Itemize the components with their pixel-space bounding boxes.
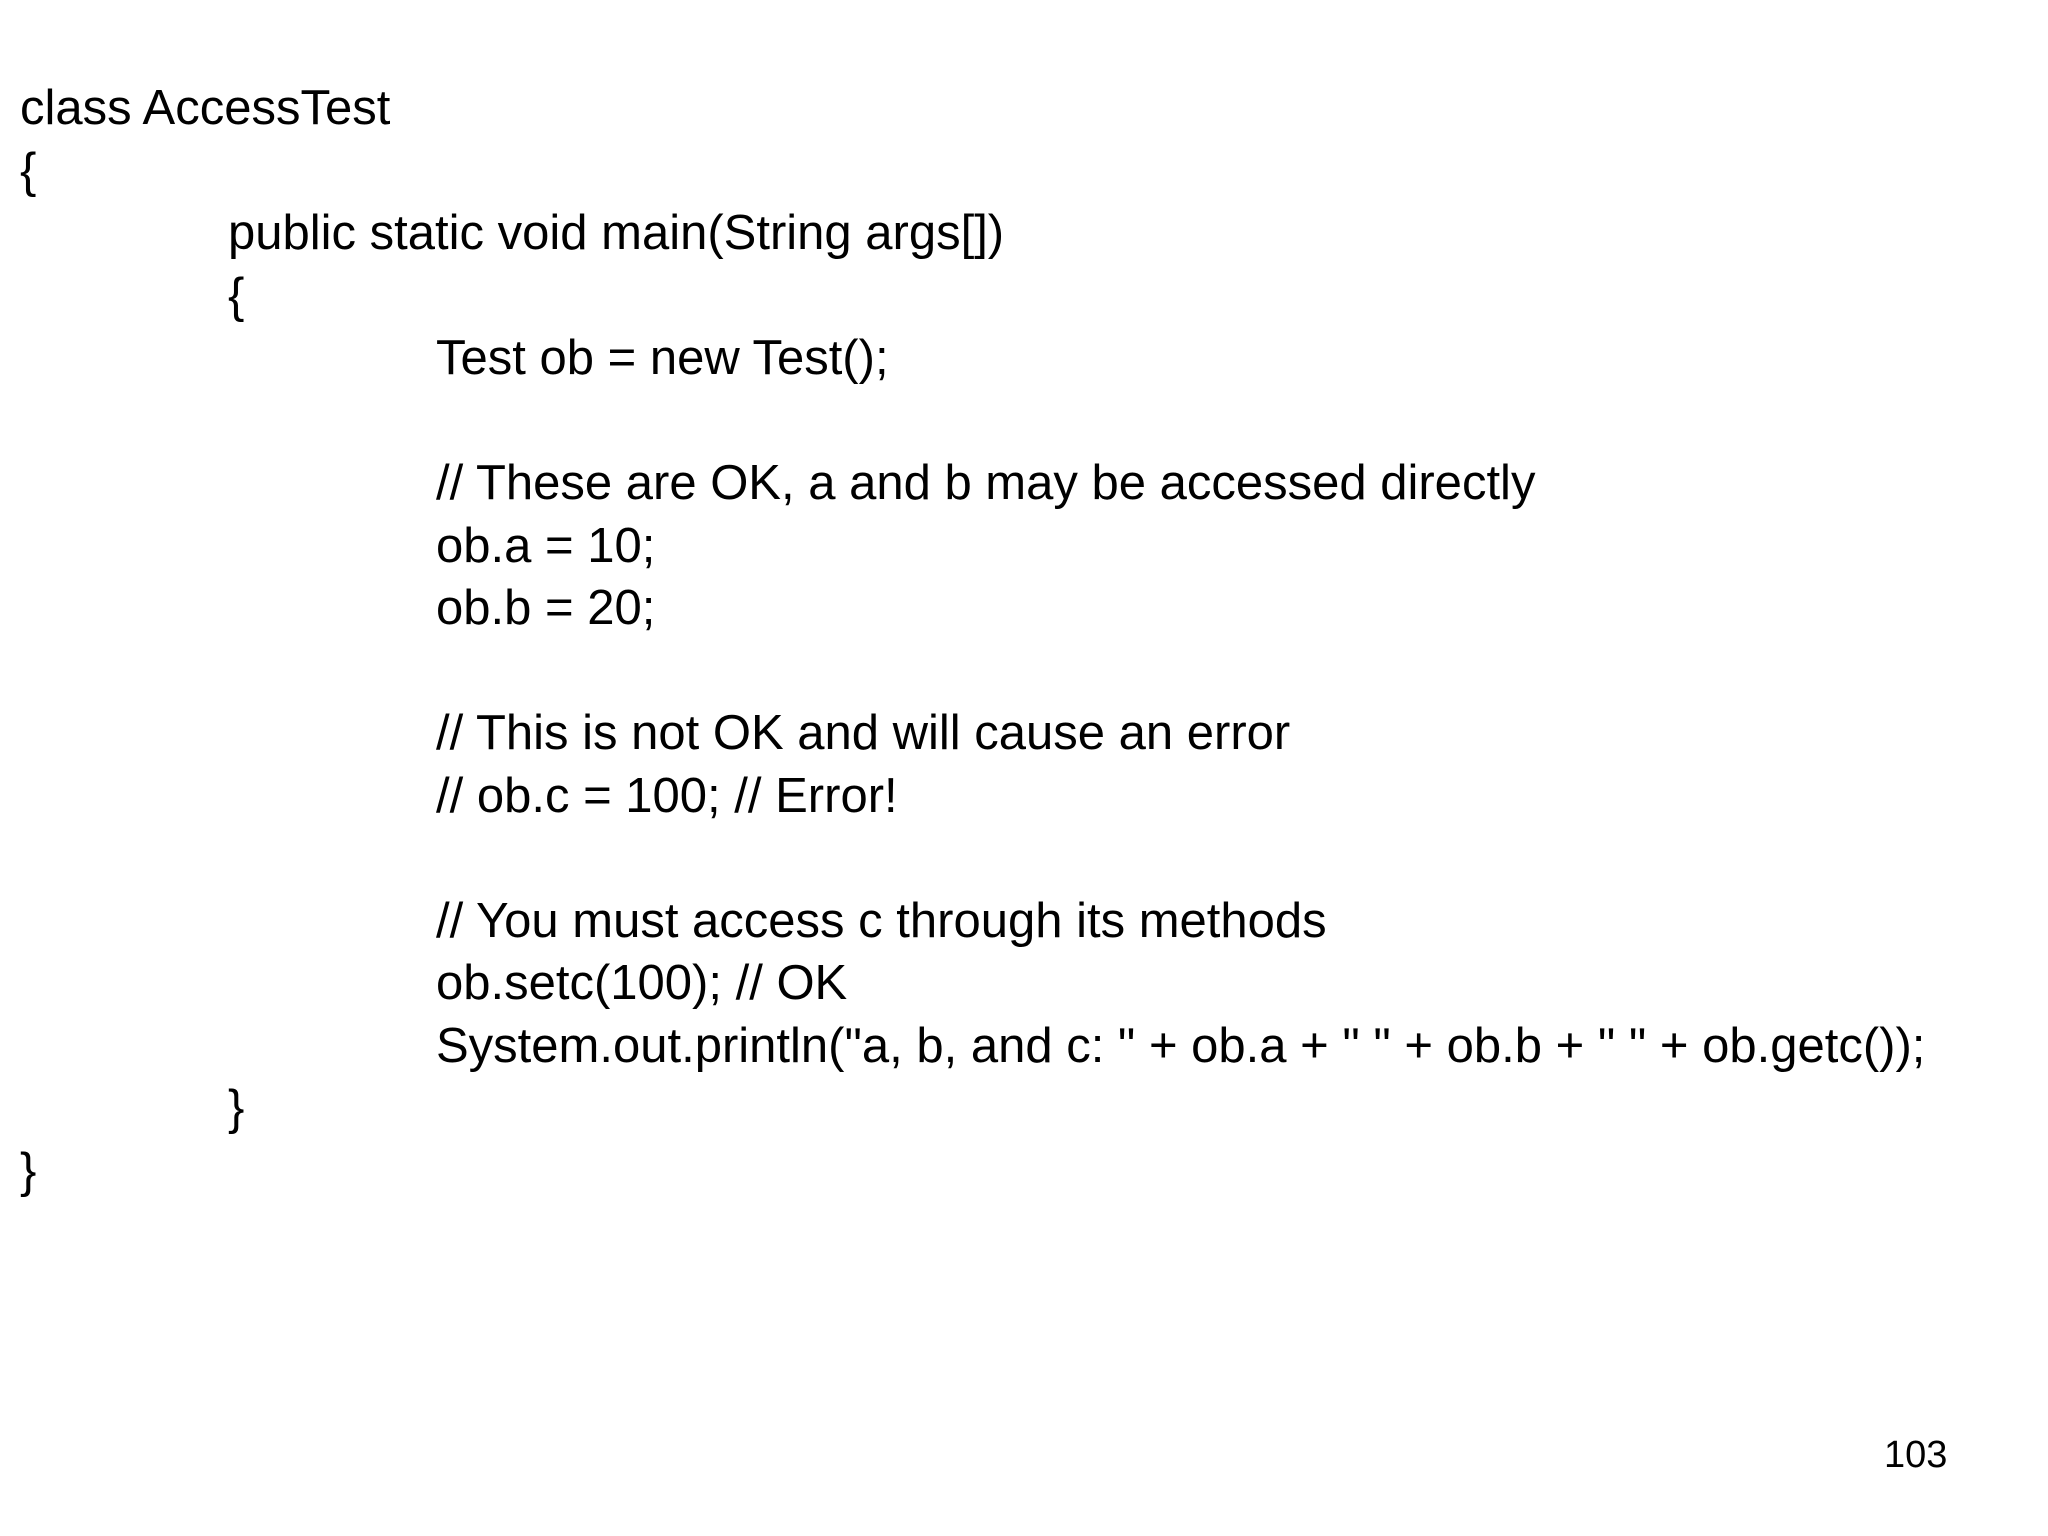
code-line-class-declaration: class AccessTest — [20, 81, 391, 135]
code-line-object-creation: Test ob = new Test(); — [436, 331, 889, 385]
code-line-main-open-brace: { — [228, 269, 245, 323]
code-line-comment-ok: // These are OK, a and b may be accessed directly — [436, 456, 1536, 510]
code-line-setc-call: ob.setc(100); // OK — [436, 956, 848, 1010]
code-line-class-open-brace: { — [20, 144, 37, 198]
code-line-comment-methods: // You must access c through its methods — [436, 894, 1327, 948]
code-line-main-close-brace: } — [228, 1081, 245, 1135]
code-line-assign-b: ob.b = 20; — [436, 581, 656, 635]
code-line-commented-assign-c: // ob.c = 100; // Error! — [436, 769, 898, 823]
page-number: 103 — [1884, 1434, 1948, 1476]
code-line-comment-error: // This is not OK and will cause an error — [436, 706, 1291, 760]
code-line-assign-a: ob.a = 10; — [436, 519, 656, 573]
code-line-println: System.out.println("a, b, and c: " + ob.a + " " + ob.b + " " + ob.getc()); — [436, 1019, 1926, 1073]
code-line-class-close-brace: } — [20, 1144, 37, 1198]
code-line-main-signature: public static void main(String args[]) — [228, 206, 1005, 260]
